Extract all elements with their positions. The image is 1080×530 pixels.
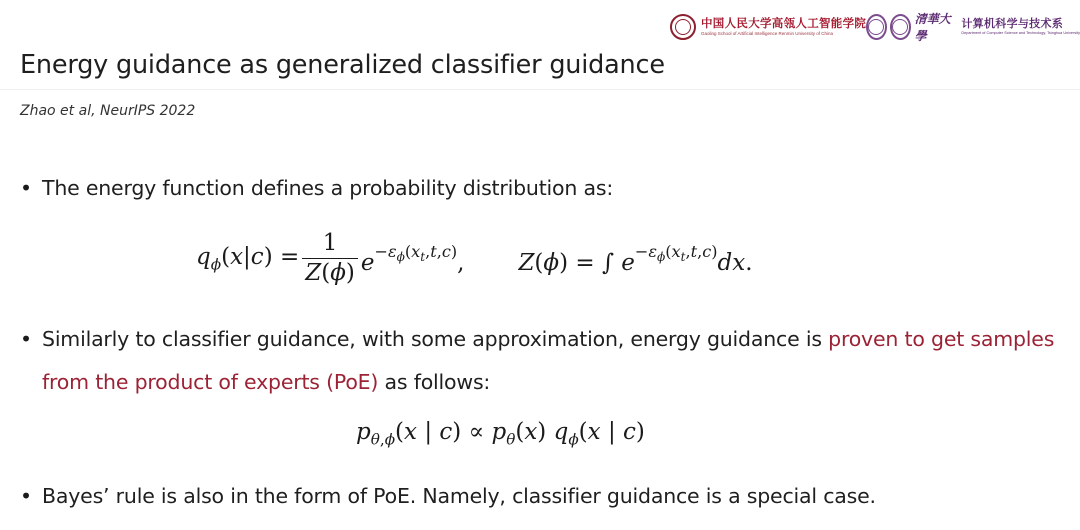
- bullet-2-line-2: [42, 370, 490, 394]
- ruc-logo: [670, 10, 866, 44]
- ruc-seal-icon: [670, 14, 696, 40]
- thu-seal-icon-1: [866, 14, 887, 40]
- thu-logo: [866, 10, 1080, 44]
- bullet-2-highlight-2: from the product of experts (PoE): [42, 370, 379, 394]
- product-of-experts-equation: $p_{\theta,\phi}(x$ | $c) \propto p_\theta(x)$ $q_\phi(x$ | c): [356, 419, 645, 449]
- thu-name-cn: 计算机科学与技术系: [961, 17, 1064, 31]
- bullet-marker-3: •: [20, 484, 33, 508]
- thu-name-en: Department of Computer Science and Technology, Tsinghua University: [961, 31, 1080, 36]
- bullet-marker-1: •: [20, 176, 33, 200]
- citation: Zhao et al, NeurIPS 2022: [20, 103, 196, 119]
- energy-distribution-equation: $q_\phi(x|c)$ = $\frac{1}{Z(\phi)}$ $e^{-\varepsilon_\phi(x_t,t,c)}$, Z(ϕ) = ∫ $e^{-\varepsilon_\phi(x_t,t,c)}dx$.: [196, 230, 753, 286]
- bullet-1-text: The energy function defines a probability distribution as:: [42, 176, 614, 200]
- bullet-2-plain-2: as follows:: [378, 370, 491, 394]
- bullet-2-highlight-1: proven to get samples: [828, 327, 1055, 351]
- bullet-marker-2: •: [20, 327, 33, 351]
- bullet-2-line-1: [42, 327, 1054, 351]
- thu-script-logo: 清華大學: [914, 12, 951, 43]
- slide-title: Energy guidance as generalized classifier guidance: [20, 50, 665, 80]
- ruc-name-cn: 中国人民大学高瓴人工智能学院: [701, 15, 867, 30]
- bullet-2-plain-1: Similarly to classifier guidance, with some approximation, energy guidance is: [42, 327, 829, 351]
- bullet-3-text: Bayes’ rule is also in the form of PoE. Namely, classifier guidance is a special case.: [42, 484, 876, 508]
- thu-seal-icon-2: [890, 14, 911, 40]
- ruc-name-en: Gaoling School of Artificial Intelligence Renmin University of China: [701, 31, 834, 36]
- title-divider: [0, 89, 1080, 90]
